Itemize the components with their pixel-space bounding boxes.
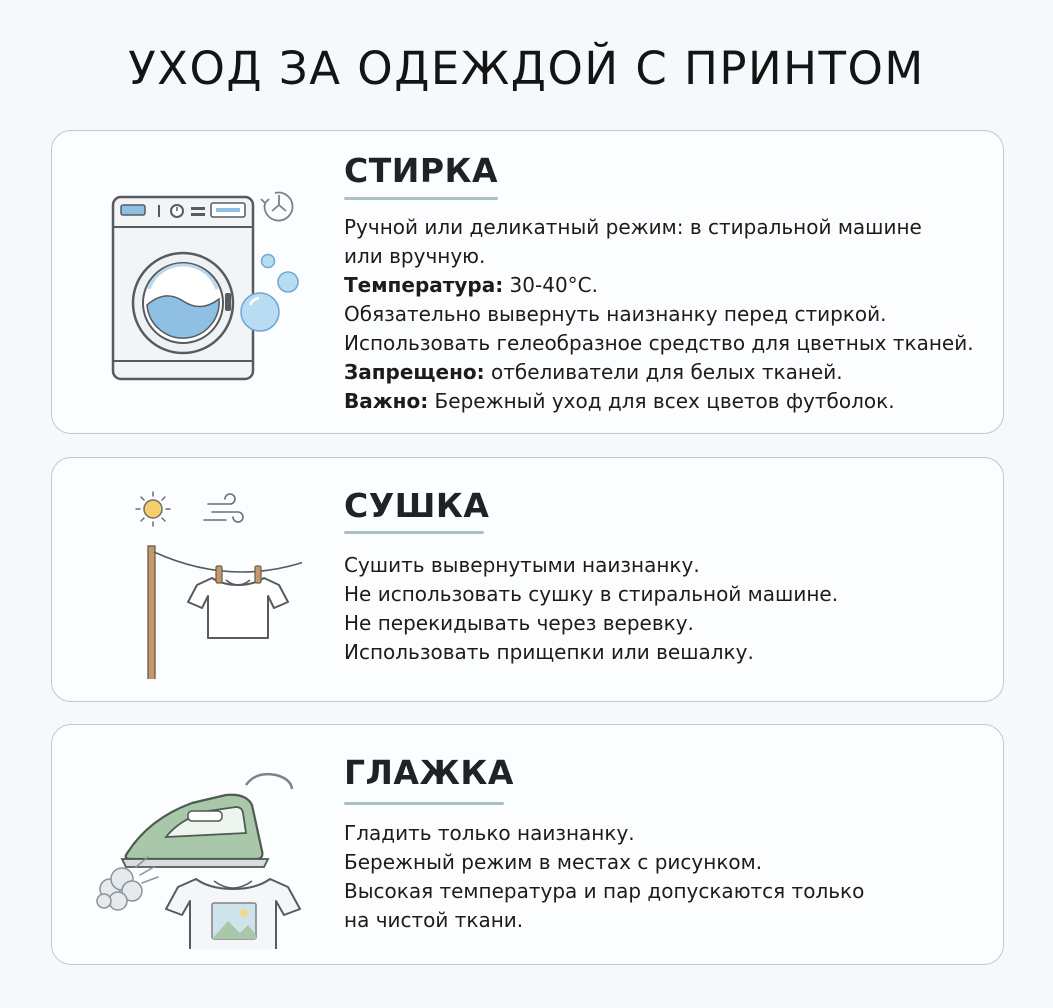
instruction-line: Не перекидывать через веревку.: [344, 611, 694, 635]
clothesline-tshirt-icon: [92, 484, 302, 683]
title-underline: [344, 802, 504, 805]
title-underline: [344, 197, 498, 200]
instruction-line: или вручную.: [344, 244, 486, 268]
section-title-drying: СУШКА: [344, 486, 490, 525]
instruction-line: Важно: Бережный уход для всех цветов футболок.: [344, 389, 895, 413]
section-title-washing: СТИРКА: [344, 151, 499, 190]
washing-machine-icon: [107, 181, 317, 385]
page-title: УХОД ЗА ОДЕЖДОЙ С ПРИНТОМ: [128, 42, 925, 95]
ironing-card: [51, 724, 1004, 965]
instruction-line: Обязательно вывернуть наизнанку перед стиркой.: [344, 302, 887, 326]
instruction-line: на чистой ткани.: [344, 908, 524, 932]
instruction-line: Использовать прищепки или вешалку.: [344, 640, 754, 664]
section-title-ironing: ГЛАЖКА: [344, 753, 514, 792]
ironing-instructions: [344, 819, 864, 935]
title-underline: [344, 531, 484, 534]
instruction-line: Запрещено: отбеливатели для белых тканей.: [344, 360, 843, 384]
instruction-line: Не использовать сушку в стиральной машине.: [344, 582, 839, 606]
instruction-line: Температура: 30-40°C.: [344, 273, 598, 297]
drying-instructions: [344, 551, 838, 667]
washing-card: [51, 130, 1004, 434]
instruction-line: Гладить только наизнанку.: [344, 821, 635, 845]
instruction-line: Использовать гелеобразное средство для цветных тканей.: [344, 331, 974, 355]
instruction-line: Ручной или деликатный режим: в стиральной машине: [344, 215, 922, 239]
drying-card: [51, 457, 1004, 702]
instruction-line: Бережный режим в местах с рисунком.: [344, 850, 763, 874]
instruction-line: Сушить вывернутыми наизнанку.: [344, 553, 700, 577]
instruction-line: Высокая температура и пар допускаются только: [344, 879, 865, 903]
steam-iron-tshirt-icon: [96, 749, 316, 953]
washing-instructions: [344, 213, 974, 416]
